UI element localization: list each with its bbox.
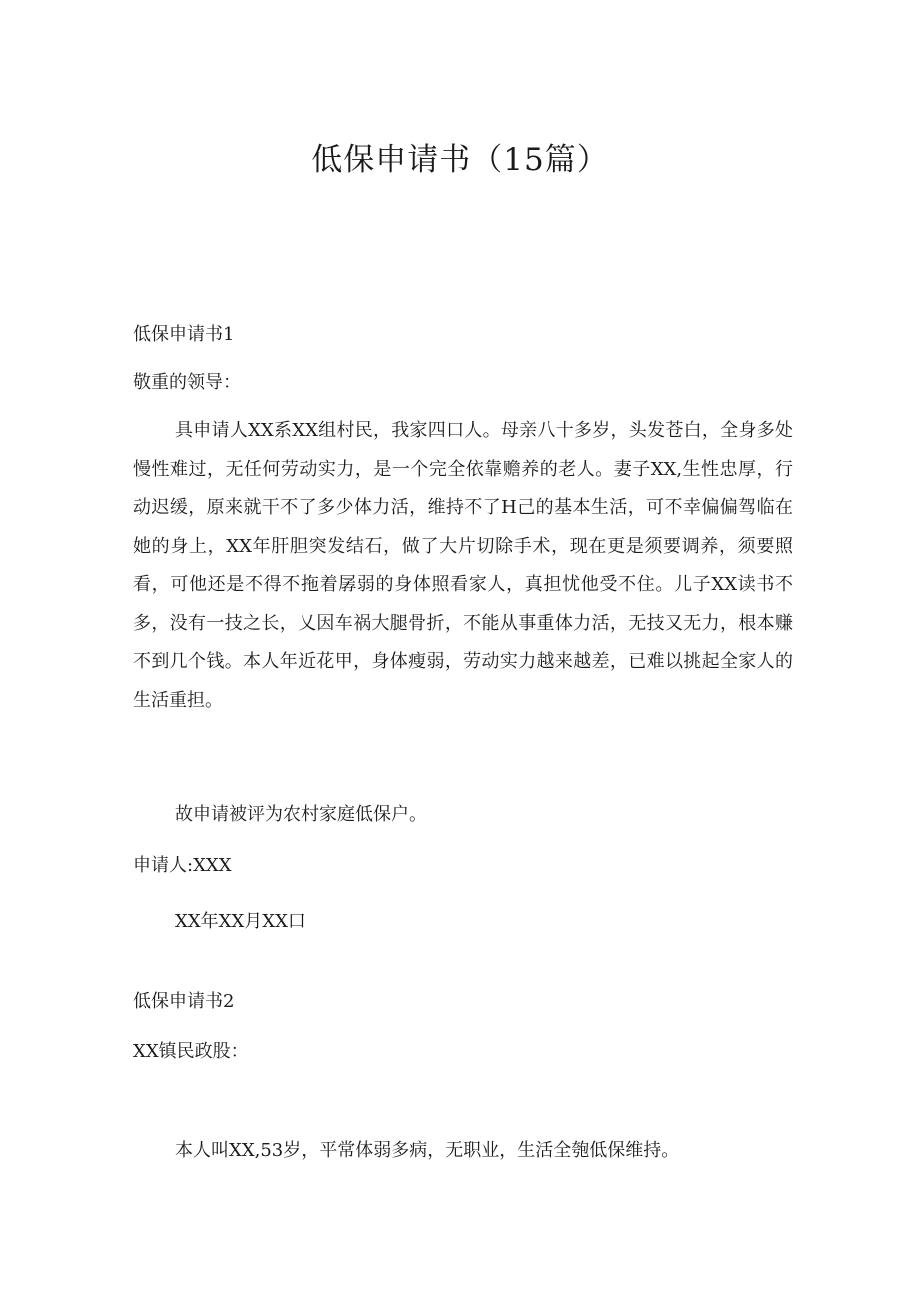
section2-heading: 低保申请书2 [133, 991, 235, 1012]
section1-body: 具申请人XX系XX组村民，我家四口人。母亲八十多岁，头发苍白，全身多处慢性难过，无任何劳动实力，是一个完全依靠赡养的老人。妻子XX,生性忠厚，行动迟缓，原来就干不了多少体力活，维持不了H己的基本生活，可不幸偏偏驾临在她的身上，XX年肝胆突发结石，做了大片切除手术，现在更是须要调养，须要照看，可他还是不得不拖着孱弱的身体照看家人，真担忧他受不住。儿子XX读书不多，没有一技之长，乂因车祸大腿骨折，不能从事重体力活，无技又无力，根本赚不到几个钱。本人年近花甲，身体瘦弱，劳动实力越来越差，已难以挑起全家人的生活重担。 [133, 420, 793, 711]
section1-salutation: 敬重的领导： [133, 372, 241, 393]
document-title: 低保申请书（15篇） [311, 142, 609, 178]
section2-body: 本人叫XX,53岁，平常体弱多病，无职业，生活全匏低保维持。 [175, 1140, 680, 1161]
section1-applicant: 申请人:XXX [133, 855, 232, 876]
section1-date: XX年XX月XX口 [175, 911, 306, 932]
section2-salutation: XX镇民政股： [133, 1041, 249, 1062]
section1-request: 故申请被评为农村家庭低保户。 [175, 804, 427, 825]
section1-heading: 低保申请书1 [133, 324, 235, 345]
